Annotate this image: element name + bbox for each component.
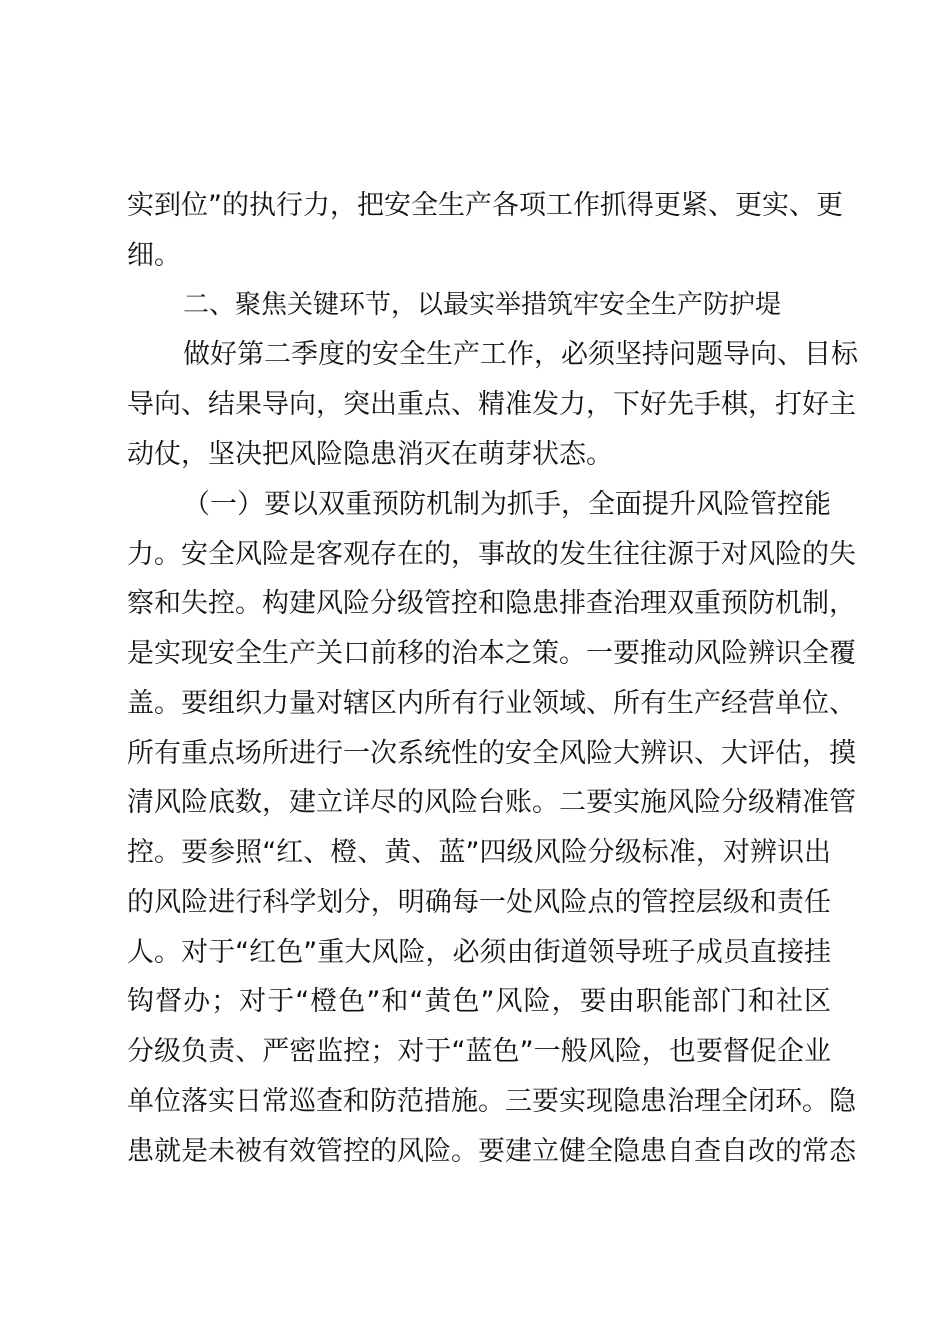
paragraph-line: 清风险底数，建立详尽的风险台账。二要实施风险分级精准管 xyxy=(127,787,856,818)
paragraph-line: 力。安全风险是客观存在的，事故的发生往往源于对风险的失 xyxy=(127,539,856,570)
paragraph-line: 所有重点场所进行一次系统性的安全风险大辨识、大评估，摸 xyxy=(127,738,856,769)
paragraph-line: 动仗，坚决把风险隐患消灭在萌芽状态。 xyxy=(127,439,613,470)
subsection-line: （一）要以双重预防机制为抓手，全面提升风险管控能 xyxy=(183,489,831,520)
paragraph-line: 人。对于“红色”重大风险，必须由街道领导班子成员直接挂 xyxy=(127,937,831,968)
paragraph-line: 实到位”的执行力，把安全生产各项工作抓得更紧、更实、更 xyxy=(127,190,843,221)
paragraph-line: 单位落实日常巡查和防范措施。三要实现隐患治理全闭环。隐 xyxy=(127,1086,856,1117)
paragraph-line: 导向、结果导向，突出重点、精准发力，下好先手棋，打好主 xyxy=(127,389,856,420)
paragraph-line: 控。要参照“红、橙、黄、蓝”四级风险分级标准，对辨识出 xyxy=(127,837,831,868)
paragraph-line: 分级负责、严密监控；对于“蓝色”一般风险，也要督促企业 xyxy=(127,1036,831,1067)
section-heading: 二、聚焦关键环节，以最实举措筑牢安全生产防护堤 xyxy=(183,290,782,320)
paragraph-line: 的风险进行科学划分，明确每一处风险点的管控层级和责任 xyxy=(127,887,831,918)
paragraph-line: 患就是未被有效管控的风险。要建立健全隐患自查自改的常态 xyxy=(127,1136,856,1167)
paragraph-line: 盖。要组织力量对辖区内所有行业领域、所有生产经营单位、 xyxy=(127,688,856,719)
paragraph-line: 细。 xyxy=(127,240,181,271)
paragraph-line: 察和失控。构建风险分级管控和隐患排查治理双重预防机制， xyxy=(127,588,856,619)
paragraph-line: 钩督办；对于“橙色”和“黄色”风险，要由职能部门和社区 xyxy=(127,986,831,1017)
paragraph-line: 是实现安全生产关口前移的治本之策。一要推动风险辨识全覆 xyxy=(127,638,856,669)
paragraph-line: 做好第二季度的安全生产工作，必须坚持问题导向、目标 xyxy=(183,339,858,370)
